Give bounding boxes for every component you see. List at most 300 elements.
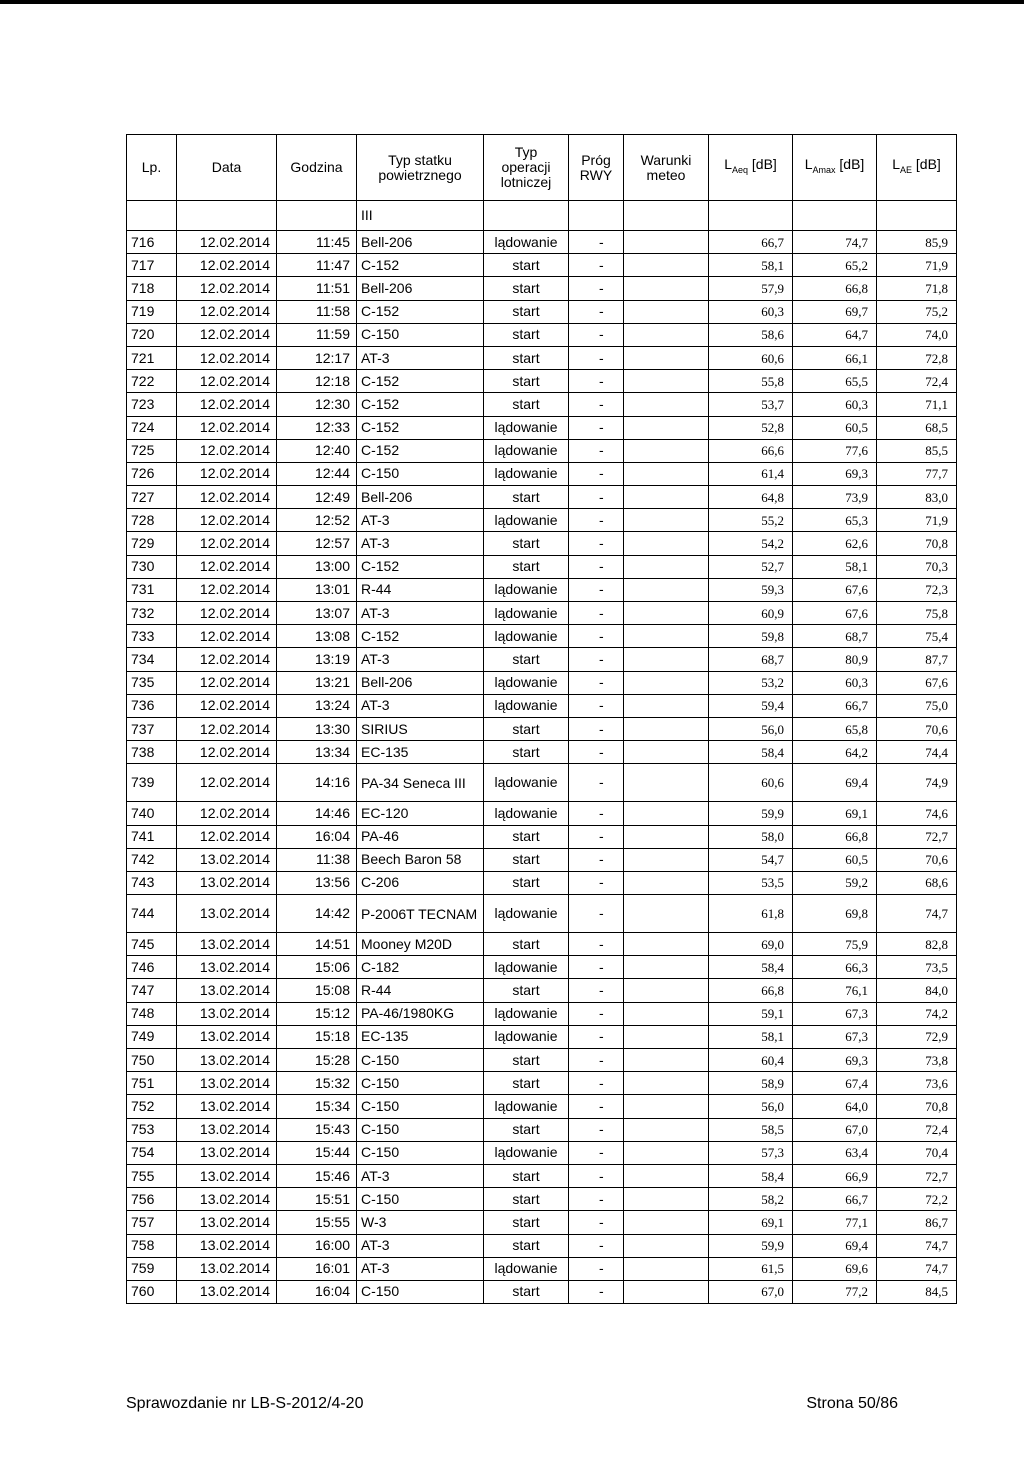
cell-aircraft-type: Bell-206 (357, 231, 484, 254)
cell-meteo (624, 802, 709, 825)
cell-time: 16:00 (277, 1234, 357, 1257)
cell-meteo (624, 578, 709, 601)
cell-laeq: 53,2 (709, 671, 793, 694)
cell-lp: 744 (127, 895, 177, 933)
table-row (127, 1002, 957, 1025)
cell-aircraft-type: C-150 (357, 1118, 484, 1141)
cell-date: 12.02.2014 (177, 346, 277, 369)
cell-lamax: 60,5 (793, 848, 877, 871)
cell-rwy: - (569, 323, 624, 346)
cell-time: 12:57 (277, 532, 357, 555)
cell-operation-type: lądowanie (484, 231, 569, 254)
cell-laeq: 59,1 (709, 1002, 793, 1025)
cell-aircraft-type: Beech Baron 58 (357, 848, 484, 871)
cell-laeq: 60,6 (709, 764, 793, 802)
cell-rwy: - (569, 393, 624, 416)
cell-lamax: 69,8 (793, 895, 877, 933)
cell-lp: 734 (127, 648, 177, 671)
cell-meteo (624, 323, 709, 346)
cell-meteo (624, 300, 709, 323)
cell-laeq: 56,0 (709, 1095, 793, 1118)
cell-lp: 754 (127, 1141, 177, 1164)
cell-lamax: 66,8 (793, 825, 877, 848)
cell-time: 15:55 (277, 1211, 357, 1234)
table-row (127, 764, 957, 802)
cell-date: 13.02.2014 (177, 895, 277, 933)
cell-date: 13.02.2014 (177, 1188, 277, 1211)
cell-time: 11:59 (277, 323, 357, 346)
cell-operation-type: start (484, 1234, 569, 1257)
cell-operation-type: start (484, 346, 569, 369)
cell-operation-type: start (484, 1188, 569, 1211)
table-row (127, 439, 957, 462)
table-row (127, 578, 957, 601)
table-row (127, 1095, 957, 1118)
cell-date: 13.02.2014 (177, 1211, 277, 1234)
cell-laeq: 54,2 (709, 532, 793, 555)
cell-time: 16:04 (277, 1280, 357, 1303)
cell-rwy: - (569, 1234, 624, 1257)
cell-time: 15:08 (277, 979, 357, 1002)
col-warunki-meteo: Warunki meteo (624, 135, 709, 201)
cell-laeq: 58,1 (709, 1025, 793, 1048)
cell-lamax: 64,0 (793, 1095, 877, 1118)
col-typ-statku: Typ statku powietrznego (357, 135, 484, 201)
cell-lp: 737 (127, 717, 177, 740)
cell-date: 13.02.2014 (177, 1280, 277, 1303)
cell-lae: 70,8 (877, 1095, 957, 1118)
table-row (127, 694, 957, 717)
cell-laeq: 58,6 (709, 323, 793, 346)
table-row (127, 979, 957, 1002)
table-row (127, 1234, 957, 1257)
cell-lae: 68,6 (877, 871, 957, 894)
cell-operation-type: start (484, 393, 569, 416)
cell-operation-type: start (484, 323, 569, 346)
cell-meteo (624, 1188, 709, 1211)
cell-lae: 71,1 (877, 393, 957, 416)
cell-laeq: 59,9 (709, 802, 793, 825)
cell-aircraft-type: C-182 (357, 956, 484, 979)
cell-lamax: 66,8 (793, 277, 877, 300)
cell-operation-type: start (484, 1164, 569, 1187)
cell-lp: 729 (127, 532, 177, 555)
cell-laeq: 58,4 (709, 741, 793, 764)
cell-date: 12.02.2014 (177, 439, 277, 462)
cell-laeq: 55,2 (709, 509, 793, 532)
cell-lamax: 76,1 (793, 979, 877, 1002)
cell-date: 12.02.2014 (177, 602, 277, 625)
cell-lp: 728 (127, 509, 177, 532)
cell-aircraft-type: C-150 (357, 1141, 484, 1164)
cell-time: 14:16 (277, 764, 357, 802)
cell-rwy: - (569, 1025, 624, 1048)
cell-lamax: 69,1 (793, 802, 877, 825)
cell-lamax: 69,3 (793, 1049, 877, 1072)
report-number: Sprawozdanie nr LB-S-2012/4-20 (126, 1395, 364, 1412)
table-row (127, 323, 957, 346)
cell-meteo (624, 871, 709, 894)
cell-lamax: 69,7 (793, 300, 877, 323)
cell-meteo (624, 764, 709, 802)
cell-date: 13.02.2014 (177, 956, 277, 979)
col-godzina: Godzina (277, 135, 357, 201)
cell-lae: 70,6 (877, 848, 957, 871)
cell-meteo (624, 532, 709, 555)
cell-meteo (624, 956, 709, 979)
cell-operation-type: lądowanie (484, 956, 569, 979)
cell-meteo (624, 1164, 709, 1187)
cell-time: 13:34 (277, 741, 357, 764)
cell-lae: 73,8 (877, 1049, 957, 1072)
cell-aircraft-type: PA-46 (357, 825, 484, 848)
cell-lp: 751 (127, 1072, 177, 1095)
cell-lae: 87,7 (877, 648, 957, 671)
cell-time: 16:01 (277, 1257, 357, 1280)
cell-lamax: 62,6 (793, 532, 877, 555)
cell-lae: 72,2 (877, 1188, 957, 1211)
cell-lp: 732 (127, 602, 177, 625)
cell-lae: 75,4 (877, 625, 957, 648)
cell-lp: 735 (127, 671, 177, 694)
cell-rwy: - (569, 277, 624, 300)
cell-lamax: 65,5 (793, 370, 877, 393)
cell-operation-type: lądowanie (484, 602, 569, 625)
cell-date: 12.02.2014 (177, 532, 277, 555)
cell-lp: 752 (127, 1095, 177, 1118)
cell-laeq: 53,5 (709, 871, 793, 894)
cell-meteo (624, 416, 709, 439)
cell-time: 15:44 (277, 1141, 357, 1164)
cell-lae: 72,4 (877, 1118, 957, 1141)
cell-time: 15:43 (277, 1118, 357, 1141)
cell-lp: 738 (127, 741, 177, 764)
cell-lamax: 64,7 (793, 323, 877, 346)
cell-operation-type: start (484, 933, 569, 956)
cell-lamax: 66,7 (793, 694, 877, 717)
table-row (127, 277, 957, 300)
cell-time: 12:40 (277, 439, 357, 462)
cell-aircraft-type: AT-3 (357, 1257, 484, 1280)
cell-rwy: - (569, 1095, 624, 1118)
cell-date: 12.02.2014 (177, 578, 277, 601)
cell-rwy: - (569, 895, 624, 933)
cell-lamax: 69,3 (793, 462, 877, 485)
cell-aircraft-type: W-3 (357, 1211, 484, 1234)
table-row (127, 956, 957, 979)
cell-lamax: 77,6 (793, 439, 877, 462)
cell-lp: 749 (127, 1025, 177, 1048)
cell-lp: 747 (127, 979, 177, 1002)
header-row (127, 135, 957, 201)
cell-lae: 72,7 (877, 1164, 957, 1187)
table-row (127, 933, 957, 956)
table-row (127, 1049, 957, 1072)
cell-meteo (624, 671, 709, 694)
table-row (127, 346, 957, 369)
cell-aircraft-type: P-2006T TECNAM (357, 895, 484, 933)
cell-operation-type: start (484, 1118, 569, 1141)
cell-aircraft-type: AT-3 (357, 509, 484, 532)
cell-aircraft-type: AT-3 (357, 1234, 484, 1257)
cell-lae: 71,9 (877, 254, 957, 277)
cell-time: 13:00 (277, 555, 357, 578)
cell-laeq: 55,8 (709, 370, 793, 393)
cell-lamax: 67,3 (793, 1002, 877, 1025)
cell-meteo (624, 509, 709, 532)
cell-operation-type: lądowanie (484, 895, 569, 933)
cell-rwy: - (569, 871, 624, 894)
cell-lamax: 80,9 (793, 648, 877, 671)
cell-lp: 755 (127, 1164, 177, 1187)
cell-aircraft-type: SIRIUS (357, 717, 484, 740)
cell-aircraft-type: R-44 (357, 578, 484, 601)
cell-meteo (624, 825, 709, 848)
cell-operation-type: lądowanie (484, 764, 569, 802)
cell-laeq: 58,0 (709, 825, 793, 848)
cell-meteo (624, 717, 709, 740)
cell-rwy: - (569, 694, 624, 717)
cell-rwy: - (569, 848, 624, 871)
cell-operation-type: start (484, 532, 569, 555)
cell-date: 12.02.2014 (177, 323, 277, 346)
cell-lamax: 67,6 (793, 578, 877, 601)
cell-aircraft-type: Bell-206 (357, 277, 484, 300)
cell-lae: 85,5 (877, 439, 957, 462)
col-data: Data (177, 135, 277, 201)
cell-operation-type: start (484, 1280, 569, 1303)
cell-operation-type: start (484, 871, 569, 894)
cell-date: 12.02.2014 (177, 254, 277, 277)
cell-lae: 70,8 (877, 532, 957, 555)
cell-lae: 77,7 (877, 462, 957, 485)
table-row (127, 1164, 957, 1187)
cell-time: 12:18 (277, 370, 357, 393)
cell-date: 13.02.2014 (177, 1234, 277, 1257)
cell-lamax: 58,1 (793, 555, 877, 578)
table-row (127, 648, 957, 671)
cell-lae: 84,0 (877, 979, 957, 1002)
cell-lae: 83,0 (877, 486, 957, 509)
cell-lp: 736 (127, 694, 177, 717)
cell-time: 14:46 (277, 802, 357, 825)
table-row (127, 1257, 957, 1280)
cell-aircraft-type: AT-3 (357, 602, 484, 625)
cell-operation-type: lądowanie (484, 416, 569, 439)
cell-lamax: 65,8 (793, 717, 877, 740)
cell-meteo (624, 1049, 709, 1072)
cell-lae: 72,3 (877, 578, 957, 601)
cell-operation-type: lądowanie (484, 1095, 569, 1118)
cell-laeq: 58,2 (709, 1188, 793, 1211)
table-row (127, 462, 957, 485)
cell-meteo (624, 393, 709, 416)
cell-date: 13.02.2014 (177, 1118, 277, 1141)
table-row (127, 231, 957, 254)
cell-aircraft-type: C-152 (357, 300, 484, 323)
cell-operation-type: start (484, 1049, 569, 1072)
cell-date: 12.02.2014 (177, 825, 277, 848)
cell-rwy: - (569, 648, 624, 671)
col-lp: Lp. (127, 135, 177, 201)
cell-time: 12:44 (277, 462, 357, 485)
cell-lp: 757 (127, 1211, 177, 1234)
cell-date: 12.02.2014 (177, 370, 277, 393)
cell-lamax: 77,1 (793, 1211, 877, 1234)
cell-lae: 71,8 (877, 277, 957, 300)
cell-laeq: 66,7 (709, 231, 793, 254)
cell-lae: 70,6 (877, 717, 957, 740)
cell-lamax: 66,7 (793, 1188, 877, 1211)
cell-aircraft-type: C-152 (357, 555, 484, 578)
cell-lp: 746 (127, 956, 177, 979)
cell-lae: 72,4 (877, 370, 957, 393)
cell-aircraft-type: AT-3 (357, 532, 484, 555)
cell-laeq: 69,0 (709, 933, 793, 956)
cell-lamax: 69,6 (793, 1257, 877, 1280)
cell-date: 13.02.2014 (177, 1141, 277, 1164)
cell-lae: 74,7 (877, 1234, 957, 1257)
cell-laeq: 52,8 (709, 416, 793, 439)
cell-time: 11:45 (277, 231, 357, 254)
cell-rwy: - (569, 300, 624, 323)
cell-time: 15:06 (277, 956, 357, 979)
cell-date: 13.02.2014 (177, 848, 277, 871)
cell-aircraft-type: C-152 (357, 393, 484, 416)
cell-aircraft-type: C-150 (357, 1072, 484, 1095)
cell-aircraft-type: C-150 (357, 1280, 484, 1303)
cell-laeq: 57,3 (709, 1141, 793, 1164)
table-row (127, 486, 957, 509)
cell-operation-type: start (484, 300, 569, 323)
cell-laeq: 59,3 (709, 578, 793, 601)
cell-time: 15:51 (277, 1188, 357, 1211)
cell-lp: 740 (127, 802, 177, 825)
cell-operation-type: start (484, 277, 569, 300)
cell-laeq: 58,9 (709, 1072, 793, 1095)
cell-operation-type: start (484, 825, 569, 848)
cell-date: 13.02.2014 (177, 1164, 277, 1187)
cell-date: 12.02.2014 (177, 300, 277, 323)
cell-operation-type: start (484, 370, 569, 393)
cell-date: 12.02.2014 (177, 231, 277, 254)
cell-meteo (624, 895, 709, 933)
cell-lp: 745 (127, 933, 177, 956)
cell-operation-type: start (484, 555, 569, 578)
cell-meteo (624, 741, 709, 764)
cell-aircraft-type: EC-135 (357, 1025, 484, 1048)
cell-operation-type: lądowanie (484, 578, 569, 601)
cell-rwy: - (569, 741, 624, 764)
cell-operation-type: lądowanie (484, 462, 569, 485)
cell-operation-type: lądowanie (484, 694, 569, 717)
cell-operation-type: start (484, 1211, 569, 1234)
cell-lamax: 60,5 (793, 416, 877, 439)
cell-rwy: - (569, 717, 624, 740)
table-row (127, 532, 957, 555)
cell-date: 12.02.2014 (177, 741, 277, 764)
col-lamax: $L_{Amax}$ [dB] (793, 135, 877, 201)
cell-laeq: 59,9 (709, 1234, 793, 1257)
cell-aircraft-type: EC-120 (357, 802, 484, 825)
cell-lamax: 64,2 (793, 741, 877, 764)
cell-laeq: 58,4 (709, 1164, 793, 1187)
cell-aircraft-type: R-44 (357, 979, 484, 1002)
cell-lp: 726 (127, 462, 177, 485)
table-row (127, 509, 957, 532)
cell-aircraft-type: EC-135 (357, 741, 484, 764)
cell-lp: 760 (127, 1280, 177, 1303)
cell-lae: 68,5 (877, 416, 957, 439)
cell-operation-type: start (484, 979, 569, 1002)
cell-lae: 74,4 (877, 741, 957, 764)
cell-laeq: 60,9 (709, 602, 793, 625)
cell-aircraft-type: C-150 (357, 323, 484, 346)
table-row (127, 393, 957, 416)
cell-aircraft-type: C-152 (357, 254, 484, 277)
cell-lae: 86,7 (877, 1211, 957, 1234)
cell-meteo (624, 1025, 709, 1048)
cell-lp: 717 (127, 254, 177, 277)
cell-lae: 85,9 (877, 231, 957, 254)
cell-lamax: 67,4 (793, 1072, 877, 1095)
table-row (127, 1025, 957, 1048)
table-row (127, 602, 957, 625)
cell-rwy: - (569, 532, 624, 555)
cell-meteo (624, 462, 709, 485)
cell-lp: 733 (127, 625, 177, 648)
cell-laeq: 59,4 (709, 694, 793, 717)
table-row (127, 416, 957, 439)
cell-rwy: - (569, 439, 624, 462)
cell-meteo (624, 1072, 709, 1095)
cell-lae: 75,0 (877, 694, 957, 717)
cell-lae: 74,0 (877, 323, 957, 346)
cell-rwy: - (569, 671, 624, 694)
cell-lp: 759 (127, 1257, 177, 1280)
cell-time: 12:52 (277, 509, 357, 532)
cell-operation-type: lądowanie (484, 1257, 569, 1280)
cell-date: 12.02.2014 (177, 648, 277, 671)
cell-time: 11:58 (277, 300, 357, 323)
cell-lamax: 74,7 (793, 231, 877, 254)
cell-rwy: - (569, 1164, 624, 1187)
cell-operation-type: lądowanie (484, 1141, 569, 1164)
cell-date: 12.02.2014 (177, 764, 277, 802)
cell-lp: 741 (127, 825, 177, 848)
cell-date: 12.02.2014 (177, 555, 277, 578)
cell-date: 12.02.2014 (177, 694, 277, 717)
cell-laeq: 64,8 (709, 486, 793, 509)
cell-lp: 721 (127, 346, 177, 369)
cell-lae: 70,4 (877, 1141, 957, 1164)
cell-date: 12.02.2014 (177, 717, 277, 740)
cell-time: 15:12 (277, 1002, 357, 1025)
cell-laeq: 60,6 (709, 346, 793, 369)
cell-aircraft-type: C-152 (357, 416, 484, 439)
cell-lp: 742 (127, 848, 177, 871)
cell-lae: 74,2 (877, 1002, 957, 1025)
cell-date: 13.02.2014 (177, 1095, 277, 1118)
cell-lae: 84,5 (877, 1280, 957, 1303)
cell-aircraft-type: C-152 (357, 370, 484, 393)
cell-lamax: 68,7 (793, 625, 877, 648)
cell-meteo (624, 1118, 709, 1141)
cell-lae: 74,9 (877, 764, 957, 802)
cell-lp: 718 (127, 277, 177, 300)
cell-operation-type: lądowanie (484, 671, 569, 694)
cell-laeq: 61,8 (709, 895, 793, 933)
